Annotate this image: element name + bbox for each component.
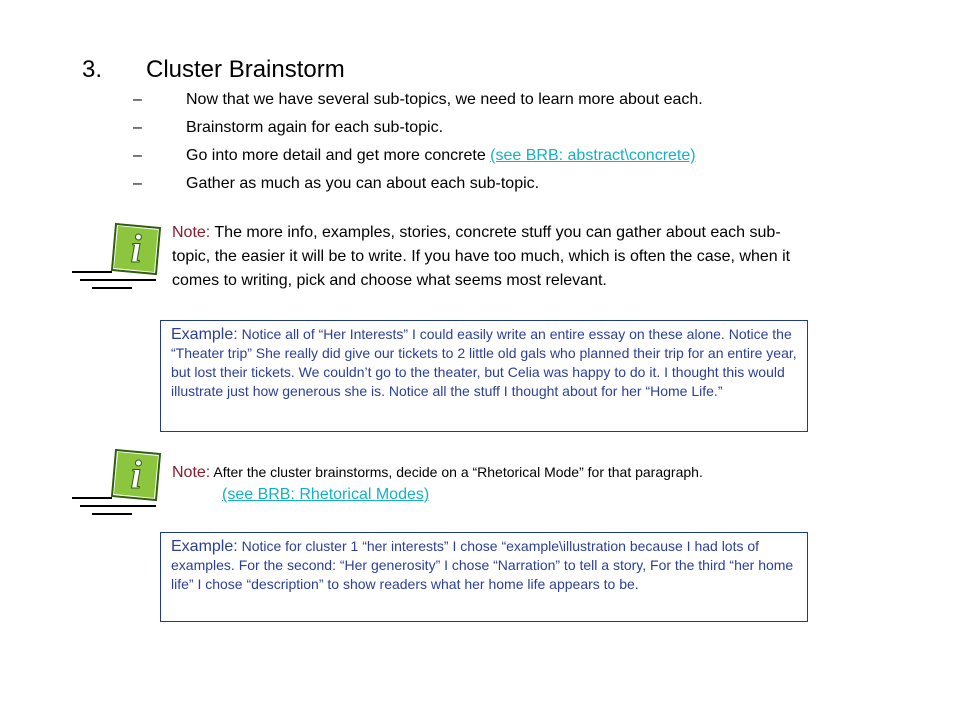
bullet-dash: –	[133, 175, 142, 192]
list-item	[0, 174, 960, 194]
note-2	[172, 460, 812, 485]
note-text: The more info, examples, stories, concrete stuff you can gather about each sub-topic, the easier it will be to write. If you have too much, which is often the case, when it comes to writing, pick and choose what seems most relevant.	[172, 224, 791, 289]
bullet-text: Brainstorm again for each sub-topic.	[186, 119, 444, 136]
example-label: Example:	[171, 538, 238, 555]
abstract-concrete-link[interactable]: (see BRB: abstract\concrete)	[490, 147, 696, 164]
rhetorical-modes-link[interactable]: (see BRB: Rhetorical Modes)	[222, 486, 430, 503]
note-label: Note:	[172, 224, 211, 241]
example-label: Example:	[171, 326, 238, 343]
bullet-text: Go into more detail and get more concrete	[186, 147, 486, 164]
bullet-text: Gather as much as you can about each sub-topic.	[186, 175, 540, 192]
heading-number: 3.	[82, 56, 103, 83]
example-box-1	[160, 320, 808, 432]
note-1	[172, 221, 812, 293]
bullet-dash: –	[133, 147, 142, 164]
page-title: Cluster Brainstorm	[146, 56, 345, 83]
bullet-dash: –	[133, 91, 142, 108]
example-text: Notice all of “Her Interests” I could easily write an entire essay on these alone. Notice the “Theater trip” She really did give our tickets to 2 little old gals who planned their trip for an entire year, but lost their tickets. We couldn’t go to the theater, but Celia was happy to do it. I thought this would illustrate just how generous she is. Notice all the stuff I thought about for her “Home Life.”	[171, 326, 797, 399]
info-icon	[70, 448, 166, 528]
bullet-text: Now that we have several sub-topics, we need to learn more about each.	[186, 91, 703, 108]
note-text: After the cluster brainstorms, decide on a “Rhetorical Mode” for that paragraph.	[210, 464, 703, 480]
bullet-text-with-link	[186, 146, 696, 166]
example-text: Notice for cluster 1 “her interests” I chose “example\illustration because I had lots of examples. For the second: “Her generosity” I chose “Narration” to tell a story, For the third “her home life” I chose “description” to show readers what her home life appears to be.	[171, 538, 794, 592]
bullet-dash: –	[133, 119, 142, 136]
list-item	[0, 118, 960, 138]
note-label: Note:	[172, 464, 211, 481]
list-item	[0, 90, 960, 110]
svg-text:i: i	[130, 452, 142, 497]
svg-text:i: i	[130, 226, 142, 271]
example-box-2	[160, 532, 808, 622]
info-icon	[70, 222, 166, 302]
list-item	[0, 146, 960, 166]
